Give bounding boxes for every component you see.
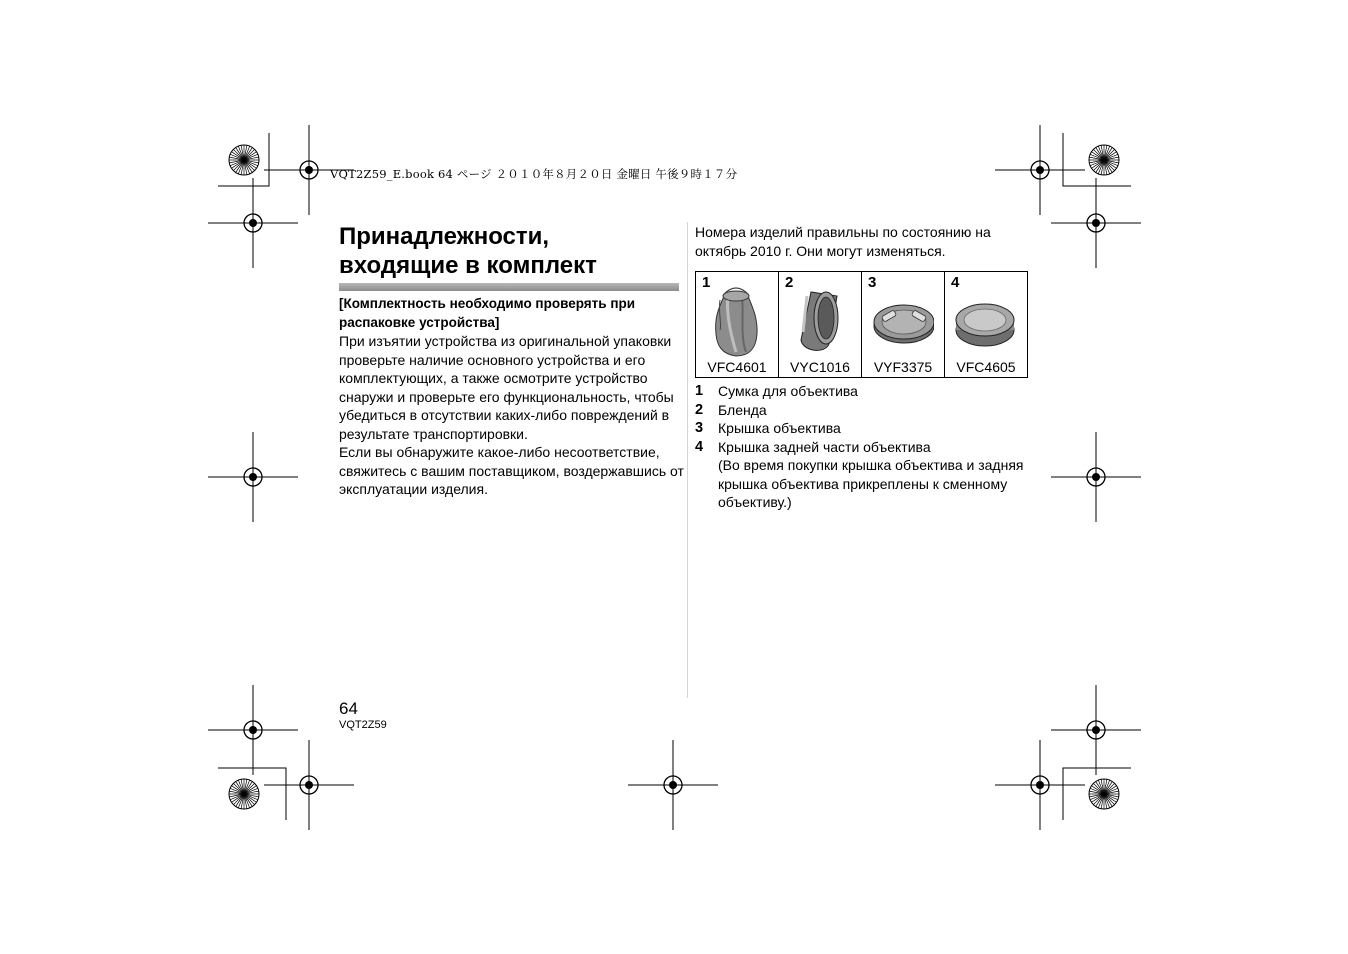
list-item <box>695 401 1025 420</box>
accessory-cell-1 <box>696 272 779 378</box>
model-code: VQT2Z59 <box>339 719 387 731</box>
accessory-number: 1 <box>702 274 711 291</box>
item-number: 3 <box>695 420 704 436</box>
accessory-code: VFC4601 <box>707 359 767 375</box>
rear-lens-cap-icon <box>955 282 1017 362</box>
page-title <box>339 222 679 280</box>
print-header: VQT2Z59_E.book 64 ページ ２０１０年８月２０日 金曜日 午後９時１７分 <box>330 167 738 181</box>
page-number: 64 <box>339 699 358 718</box>
list-item <box>695 382 1025 401</box>
title-line-2: входящие в комплект <box>339 252 597 279</box>
section-subheading: [Комплектность необходимо проверять при распаковке устройства] <box>339 296 636 330</box>
item-text: Крышка задней части объектива <box>718 438 931 455</box>
item-number: 1 <box>695 383 704 399</box>
title-underline-bar <box>339 283 679 291</box>
list-item <box>695 419 1025 438</box>
accessory-code: VYF3375 <box>873 359 933 375</box>
item-number: 2 <box>695 401 704 418</box>
item-text: Бленда <box>718 401 767 418</box>
accessory-cell-4 <box>945 272 1028 378</box>
accessory-code: VFC4605 <box>956 359 1016 375</box>
accessories-list <box>695 382 1025 512</box>
item-note: (Во время покупки крышка объектива и задняя крышка объектива прикреплены к сменному объективу.) <box>718 457 1024 510</box>
accessories-table <box>695 271 1028 378</box>
list-item <box>695 438 1025 512</box>
title-line-1: Принадлежности, <box>339 223 550 250</box>
paragraph-inspection: При изъятии устройства из оригинальной упаковки проверьте наличие основного устройства и его комплектующих, а также осмотрите устройство снаружи и проверьте его функциональность, чтобы убедиться в отсутствии каких-либо повреждений в результате транспортировки. <box>339 333 674 442</box>
paragraph-discrepancy: Если вы обнаружите какое-либо несоответствие, свяжитесь с вашим поставщиком, воздержавшись от эксплуатации изделия. <box>339 444 684 497</box>
accessory-code: VYC1016 <box>790 359 850 375</box>
lens-hood-icon <box>789 282 851 362</box>
lens-bag-icon <box>706 282 768 362</box>
accessory-number: 4 <box>951 274 960 291</box>
accessory-number: 3 <box>868 274 877 291</box>
column-divider <box>687 222 688 698</box>
part-numbers-note: Номера изделий правильны по состоянию на октябрь 2010 г. Они могут изменяться. <box>695 224 991 259</box>
body-text <box>339 332 684 499</box>
item-number: 4 <box>695 438 704 455</box>
accessory-cell-2 <box>779 272 862 378</box>
item-text: Крышка объектива <box>718 420 841 436</box>
lens-cap-icon <box>872 282 934 362</box>
accessory-number: 2 <box>785 274 794 291</box>
accessory-cell-3 <box>862 272 945 378</box>
item-text: Сумка для объектива <box>718 383 858 399</box>
